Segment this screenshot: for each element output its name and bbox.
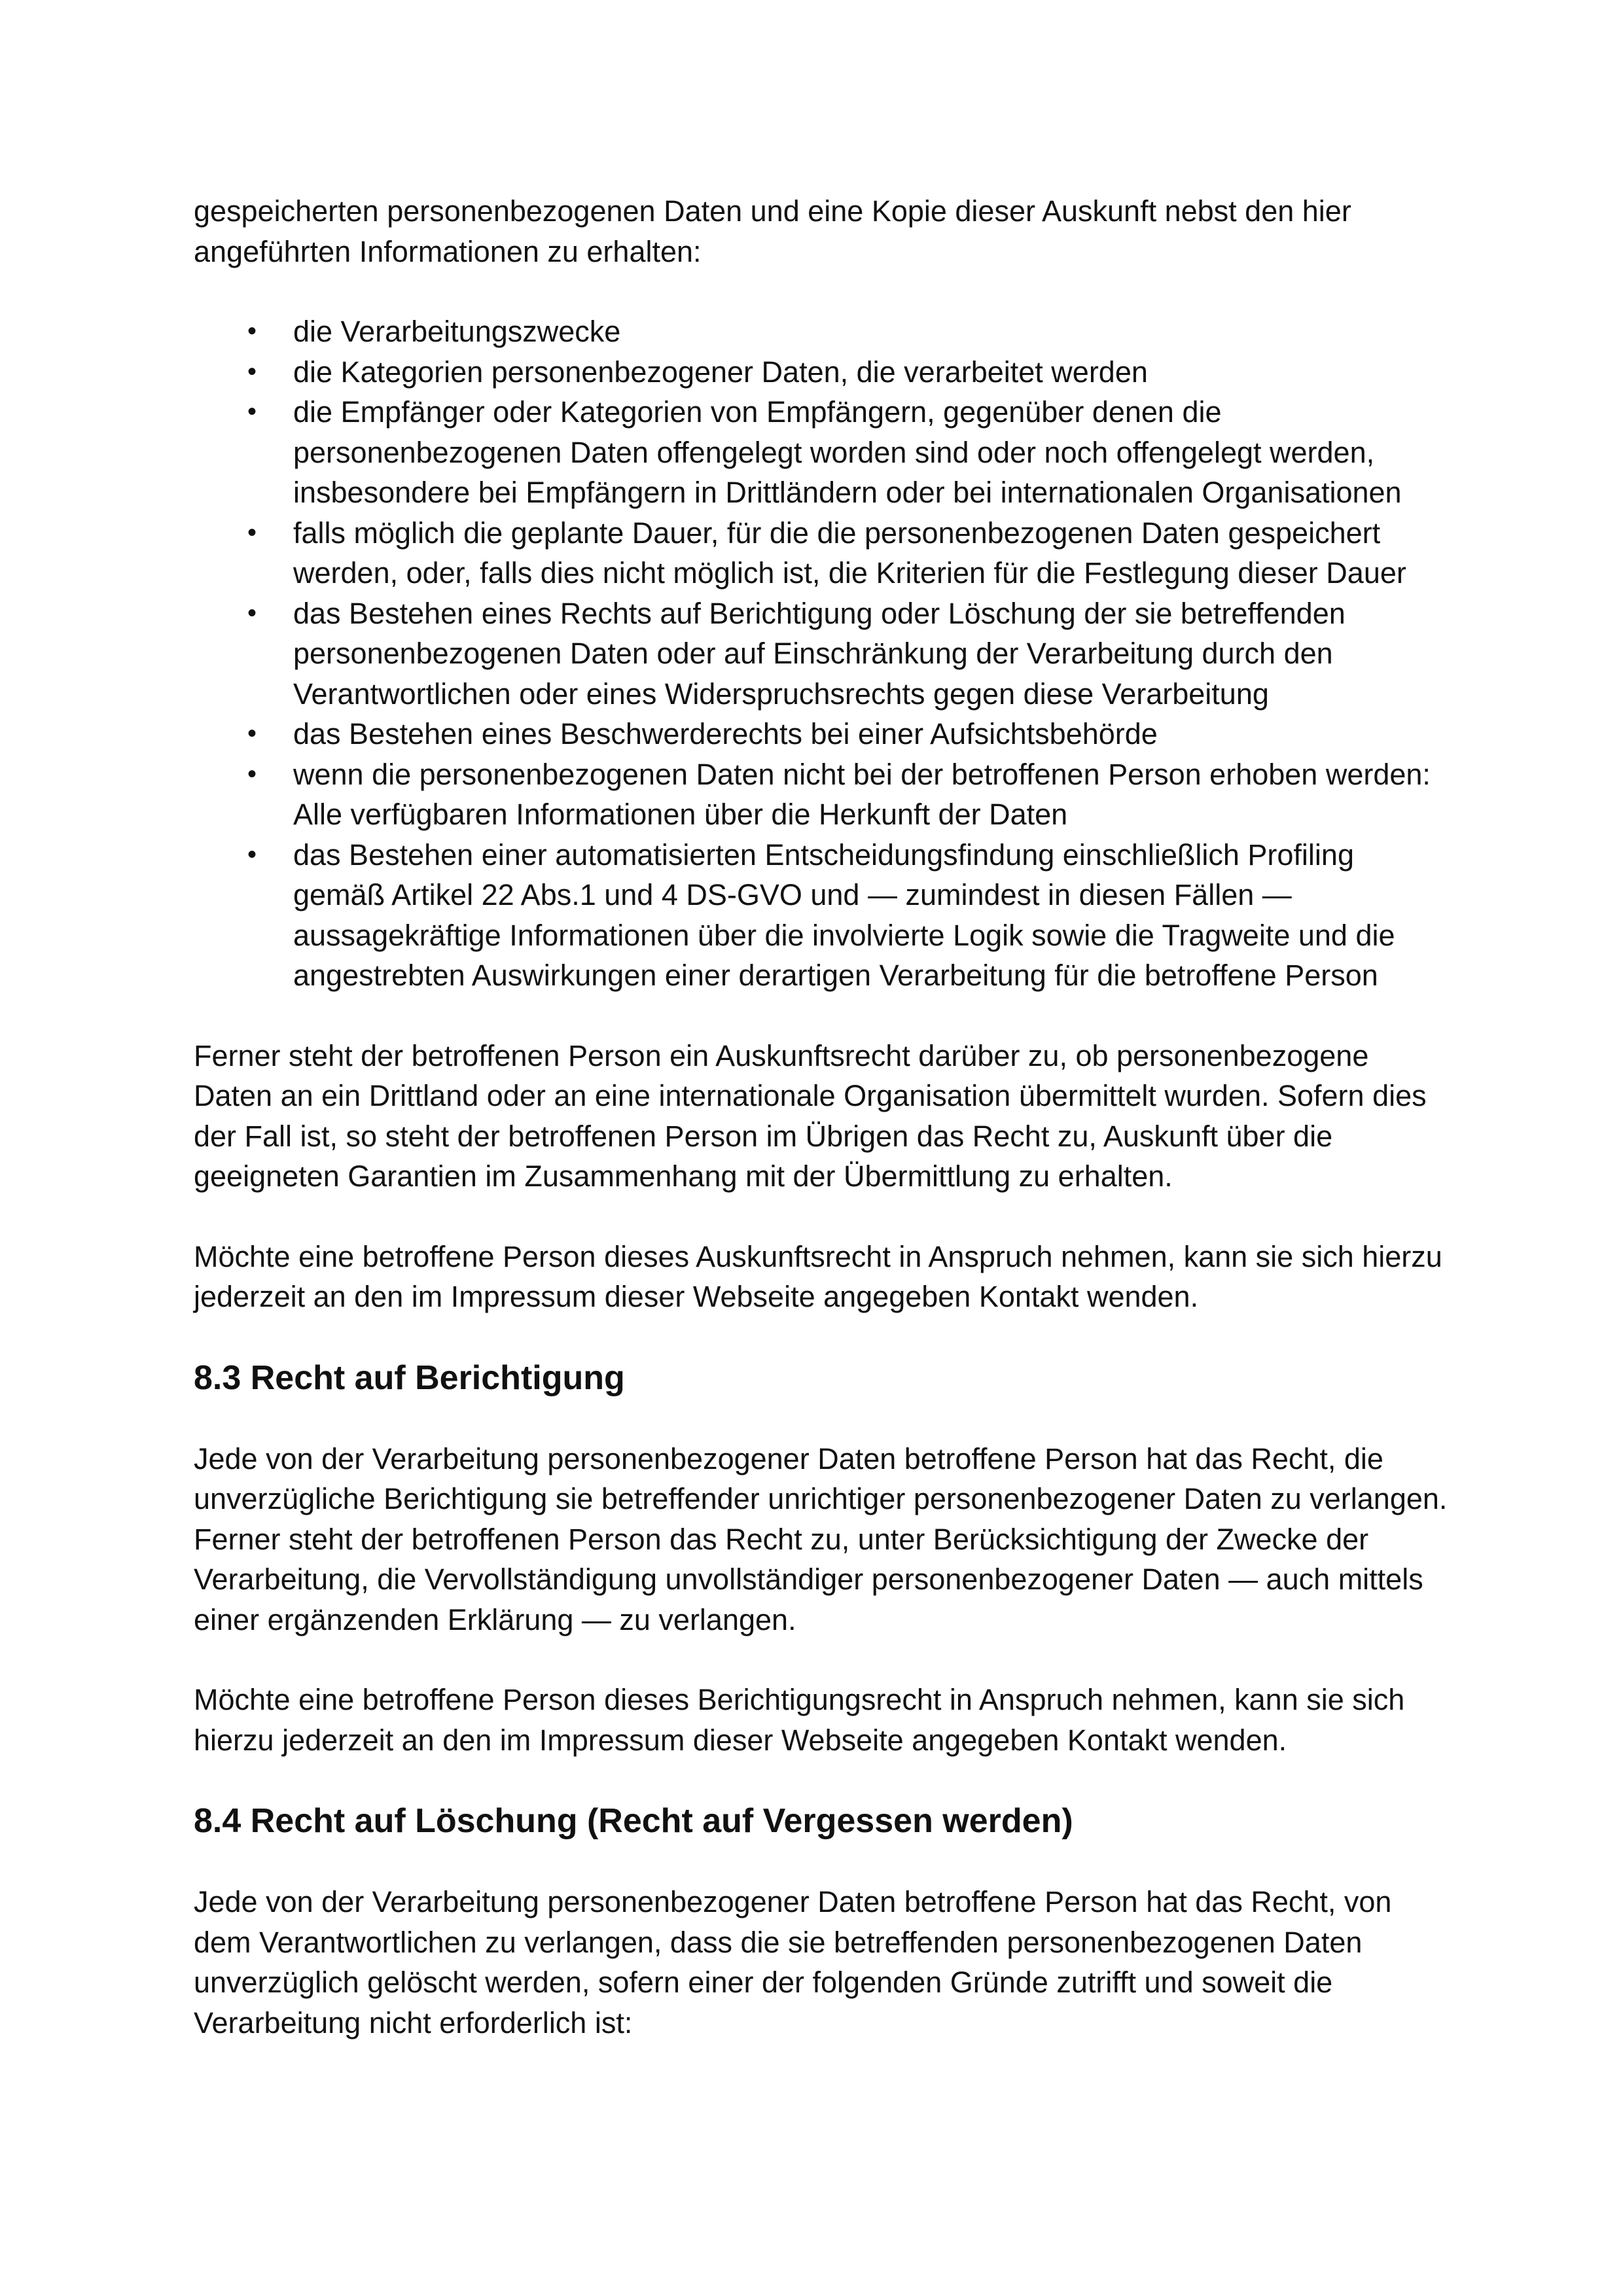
- list-item-text: das Bestehen eines Rechts auf Berichtigung oder Löschung der sie betreffenden personenbezogenen Daten oder auf Einschränkung der Verarbeitung durch den Verantwortlichen oder eines Widerspruchsrechts gegen diese Verarbeitung: [293, 596, 1346, 711]
- intro-paragraph: gespeicherten personenbezogenen Daten und eine Kopie dieser Auskunft nebst den hier angeführten Informationen zu erhalten:: [194, 194, 1351, 268]
- bullet-marker: •: [247, 317, 257, 345]
- bullet-marker: •: [247, 357, 257, 386]
- paragraph-third-country: Ferner steht der betroffenen Person ein Auskunftsrecht darüber zu, ob personenbezogene Daten an ein Drittland oder an eine internationale Organisation übermittelt wurden. Sofern dies der Fall ist, so steht der betroffenen Person im Übrigen das Recht zu, Auskunft über die geeigneten Garantien im Zusammenhang mit der Übermittlung zu erhalten.: [194, 1038, 1427, 1193]
- paragraph-auskunft-contact: Möchte eine betroffene Person dieses Auskunftsrecht in Anspruch nehmen, kann sie sich hierzu jederzeit an den im Impressum dieser Webseite angegeben Kontakt wenden.: [194, 1239, 1442, 1313]
- paragraph-berichtigung: Jede von der Verarbeitung personenbezogener Daten betroffene Person hat das Recht, die unverzügliche Berichtigung sie betreffender unrichtiger personenbezogener Daten zu verlangen. Ferner steht der betroffenen Person das Recht zu, unter Berücksichtigung der Zwecke der Verarbeitung, die Vervollständigung unvollständiger personenbezogener Daten — auch mittels einer ergänzenden Erklärung — zu verlangen.: [194, 1441, 1448, 1636]
- list-item: [194, 754, 1445, 835]
- list-item-text: wenn die personenbezogenen Daten nicht bei der betroffenen Person erhoben werden: Alle verfügbaren Informationen über die Herkunft der Daten: [293, 757, 1431, 831]
- bullet-marker: •: [247, 719, 257, 748]
- document-page: [194, 191, 1450, 2083]
- list-item: [194, 835, 1445, 996]
- section-heading-8-3: 8.3 Recht auf Berichtigung: [194, 1358, 625, 1397]
- list-item-text: falls möglich die geplante Dauer, für die die personenbezogenen Daten gespeichert werden, oder, falls dies nicht möglich ist, die Kriterien für die Festlegung dieser Dauer: [293, 516, 1406, 590]
- paragraph-berichtigung-contact: Möchte eine betroffene Person dieses Berichtigungsrecht in Anspruch nehmen, kann sie sich hierzu jederzeit an den im Impressum dieser Webseite angegeben Kontakt wenden.: [194, 1683, 1405, 1757]
- list-item-text: die Verarbeitungszwecke: [293, 315, 621, 348]
- bullet-marker: •: [247, 598, 257, 627]
- list-item-text: das Bestehen eines Beschwerderechts bei einer Aufsichtsbehörde: [293, 717, 1158, 751]
- bullet-marker: •: [247, 397, 257, 426]
- bullet-list: [194, 311, 1450, 996]
- list-item: [194, 593, 1445, 715]
- list-item: [194, 392, 1445, 513]
- list-item-text: die Kategorien personenbezogener Daten, die verarbeitet werden: [293, 355, 1148, 389]
- list-item: [194, 714, 1445, 754]
- list-item: [194, 311, 1445, 352]
- section-heading-8-4: 8.4 Recht auf Löschung (Recht auf Vergessen werden): [194, 1802, 1073, 1840]
- bullet-marker: •: [247, 759, 257, 788]
- paragraph-loeschung: Jede von der Verarbeitung personenbezogener Daten betroffene Person hat das Recht, von dem Verantwortlichen zu verlangen, dass die sie betreffenden personenbezogenen Daten unverzüglich gelöscht werden, sofern einer der folgenden Gründe zutrifft und soweit die Verarbeitung nicht erforderlich ist:: [194, 1885, 1392, 2040]
- list-item: [194, 352, 1445, 393]
- bullet-marker: •: [247, 839, 257, 869]
- list-item-text: das Bestehen einer automatisierten Entscheidungsfindung einschließlich Profiling gemäß Artikel 22 Abs.1 und 4 DS-GVO und — zumindest in diesen Fällen — aussagekräftige Informationen über die involvierte Logik sowie die Tragweite und die angestrebten Auswirkungen einer derartigen Verarbeitung für die betroffene Person: [293, 838, 1395, 992]
- list-item: [194, 513, 1445, 593]
- bullet-marker: •: [247, 518, 257, 547]
- list-item-text: die Empfänger oder Kategorien von Empfängern, gegenüber denen die personenbezogenen Daten offengelegt worden sind oder noch offengelegt werden, insbesondere bei Empfängern in Drittländern oder bei internationalen Organisationen: [293, 395, 1402, 509]
